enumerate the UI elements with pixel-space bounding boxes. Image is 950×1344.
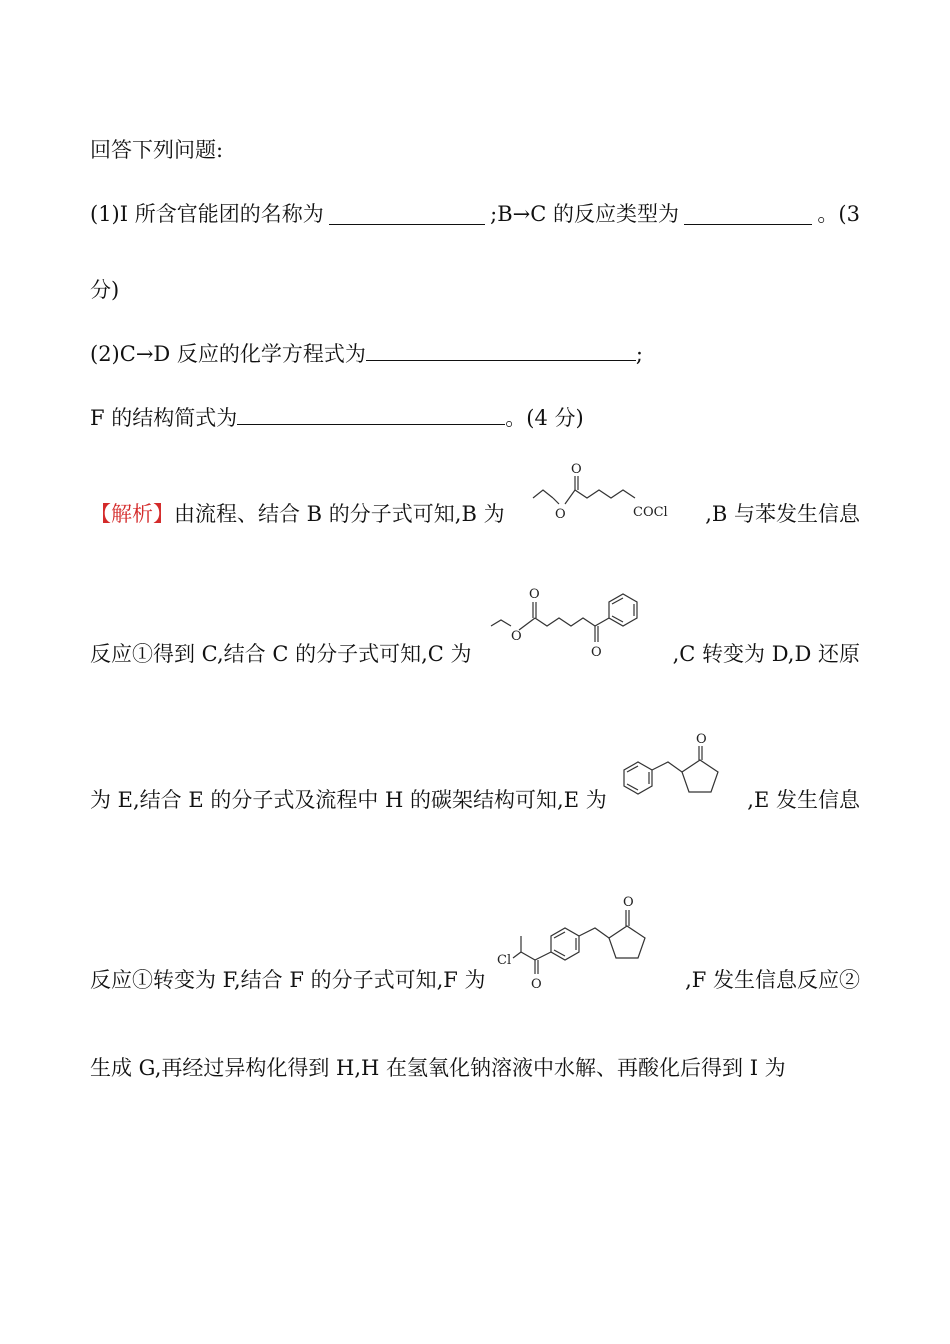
b-ester-o: O xyxy=(554,507,566,522)
c-carbonyl-o: O xyxy=(529,587,540,602)
q1-blank-1[interactable] xyxy=(329,204,485,225)
q1-text-b: ;B→C 的反应类型为 xyxy=(490,202,679,226)
analysis-tag: 【解析】 xyxy=(90,502,174,526)
f-ketone-o: O xyxy=(531,977,542,992)
q2-text-c: F 的结构简式为 xyxy=(90,406,238,430)
question-1 xyxy=(90,200,860,228)
c-ketone-o: O xyxy=(591,645,602,660)
f-cl: Cl xyxy=(497,953,512,968)
q2-blank-2[interactable] xyxy=(237,404,505,425)
f-bond xyxy=(513,952,521,958)
question-2-part-f xyxy=(90,404,584,432)
analysis-line-1 xyxy=(90,458,860,528)
b-carbonyl-o: O xyxy=(570,462,582,477)
c-bond xyxy=(519,618,535,630)
q2-text-d: 。(4 分) xyxy=(505,406,584,430)
q1-text-a: (1)I 所含官能团的名称为 xyxy=(90,202,324,226)
f-bond xyxy=(535,952,551,960)
analysis-l2b: ,C 转变为 D,D 还原 xyxy=(672,642,860,666)
b-ethyl-bond xyxy=(533,490,553,498)
analysis-line-5: 生成 G,再经过异构化得到 H,H 在氢氧化钠溶液中水解、再酸化后得到 I 为 xyxy=(90,1056,786,1080)
e-benzene xyxy=(624,762,652,794)
b-bond xyxy=(565,490,575,504)
f-ring-ketone-o: O xyxy=(623,895,634,910)
analysis-l2a: 反应①得到 C,结合 C 的分子式可知,C 为 xyxy=(90,642,472,666)
molecule-f xyxy=(495,888,675,994)
molecule-b xyxy=(525,460,685,528)
c-bond xyxy=(595,618,609,626)
analysis-l3b: ,E 发生信息 xyxy=(747,788,860,812)
c-ethyl-bond xyxy=(491,620,511,626)
q2-text-a: (2)C→D 反应的化学方程式为 xyxy=(90,342,366,366)
question-2 xyxy=(90,340,643,368)
q2-blank-1[interactable] xyxy=(366,340,636,361)
q1-score: 分) xyxy=(90,278,120,302)
analysis-line-1-text xyxy=(90,500,505,528)
e-ch2-bond xyxy=(652,762,682,772)
analysis-line-4 xyxy=(90,886,860,994)
analysis-l3a: 为 E,结合 E 的分子式及流程中 H 的碳架结构可知,E 为 xyxy=(90,788,607,812)
f-benzene xyxy=(551,928,579,960)
f-bond xyxy=(521,952,535,960)
b-cocl: COCl xyxy=(632,505,668,520)
q1-blank-2[interactable] xyxy=(684,204,812,225)
analysis-l4a: 反应①转变为 F,结合 F 的分子式可知,F 为 xyxy=(90,968,486,992)
e-cyclopentane xyxy=(682,760,718,792)
b-chain xyxy=(575,490,635,498)
c-ester-o: O xyxy=(511,629,522,644)
q1-text-c: 。(3 xyxy=(817,202,860,226)
analysis-l4b: ,F 发生信息反应② xyxy=(685,968,860,992)
b-bond xyxy=(553,498,559,504)
e-ketone-o: O xyxy=(696,732,707,747)
analysis-l1a: 由流程、结合 B 的分子式可知,B 为 xyxy=(174,502,505,526)
molecule-e xyxy=(618,732,736,814)
f-ch2-bond xyxy=(579,928,609,938)
q2-text-b: ; xyxy=(635,342,643,366)
question-intro: 回答下列问题: xyxy=(90,138,224,162)
molecule-c xyxy=(487,580,657,668)
f-cyclopentane xyxy=(609,926,645,958)
analysis-line-3 xyxy=(90,730,860,814)
analysis-line-2 xyxy=(90,578,860,668)
c-benzene xyxy=(609,594,637,626)
c-chain xyxy=(535,618,595,626)
analysis-l1b: ,B 与苯发生信息 xyxy=(705,502,860,526)
